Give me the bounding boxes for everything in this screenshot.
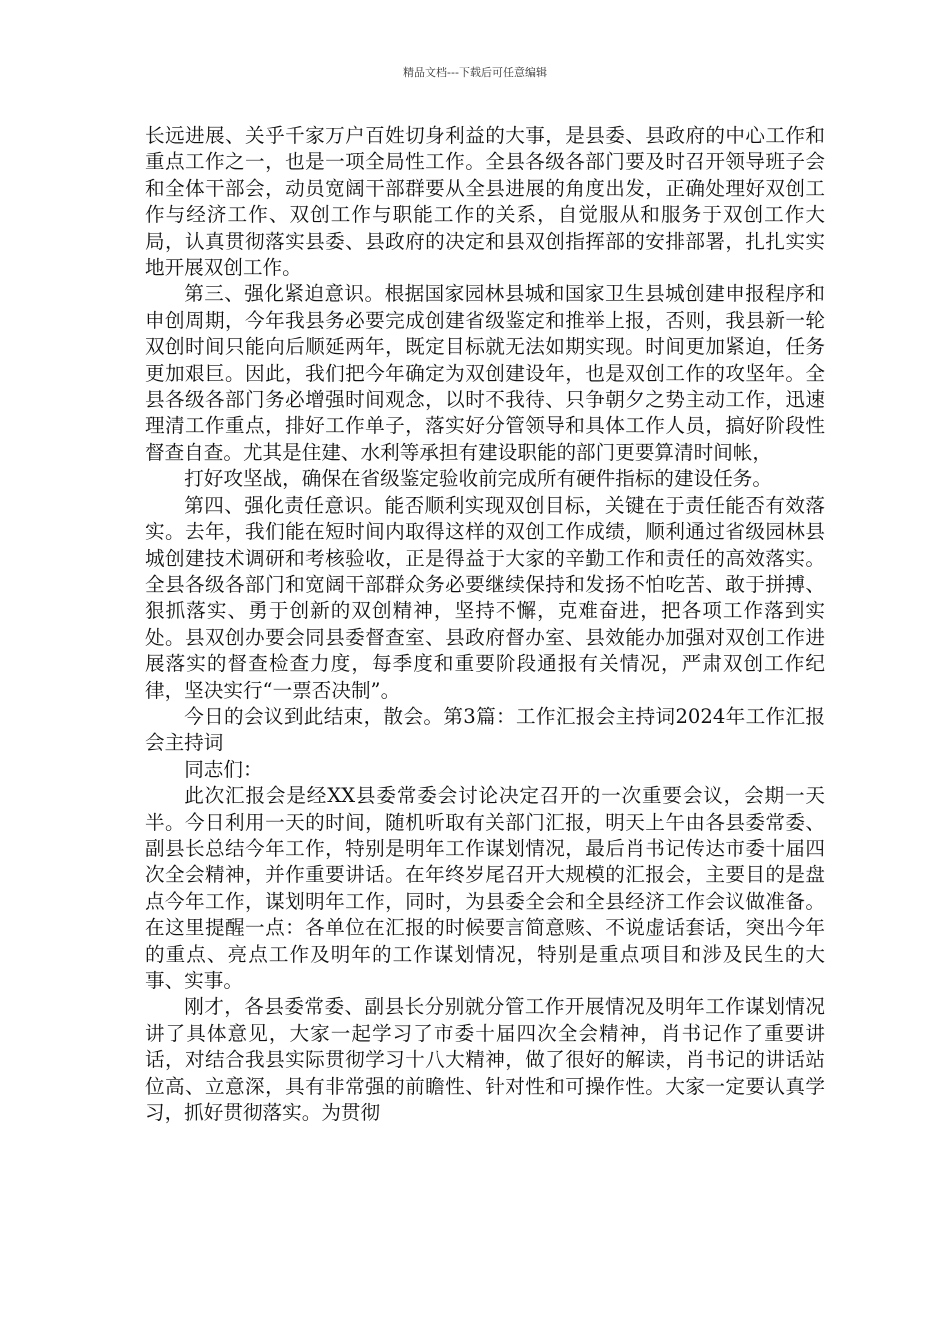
document-body — [145, 123, 825, 1126]
paragraph-just-now: 刚才，各县委常委、副县长分别就分管工作开展情况及明年工作谋划情况讲了具体意见，大家一起学习了市委十届四次全会精神，肖书记作了重要讲话，对结合我县实际贯彻学习十八大精神，做了很好的解读，肖书记的讲话站位高、立意深，具有非常强的前瞻性、针对性和可操作性。大家一定要认真学习，抓好贯彻落实。为贯彻 — [145, 995, 825, 1125]
paragraph-report-meeting: 此次汇报会是经XX县委常委会讨论决定召开的一次重要会议，会期一天半。今日利用一天的时间，随机听取有关部门汇报，明天上午由各县委常委、副县长总结今年工作，特别是明年工作谋划情况，最后肖书记传达市委十届四次全会精神，并作重要讲话。在年终岁尾召开大规模的汇报会，主要目的是盘点今年工作，谋划明年工作，同时，为县委全会和全县经济工作会议做准备。在这里提醒一点：各单位在汇报的时候要言简意赅、不说虚话套话，突出今年的重点、亮点工作及明年的工作谋划情况，特别是重点项目和涉及民生的大事、实事。 — [145, 784, 825, 992]
paragraph-meeting-end: 今日的会议到此结束，散会。第3篇：工作汇报会主持词2024年工作汇报会主持词 — [145, 704, 825, 755]
paragraph-fourth-responsibility: 第四、强化责任意识。能否顺利实现双创目标，关键在于责任能否有效落实。去年，我们能在短时间内取得这样的双创工作成绩，顺利通过省级园林县城创建技术调研和考核验收，正是得益于大家的辛勤工作和责任的高效落实。全县各级各部门和宽阔干部群众务必要继续保持和发扬不怕吃苦、敢于拼搏、狠抓落实、勇于创新的双创精神，坚持不懈，克难奋进，把各项工作落到实处。县双创办要会同县委督查室、县政府督办室、县效能办加强对双创工作进展落实的督查检查力度，每季度和重要阶段通报有关情况，严肃双创工作纪律，坚决实行“一票否决制”。 — [145, 493, 825, 702]
paragraph-continuation: 长远进展、关乎千家万户百姓切身利益的大事，是县委、县政府的中心工作和重点工作之一，也是一项全局性工作。全县各级各部门要及时召开领导班子会和全体干部会，动员宽阔干部群要从全县进展的角度出发，正确处理好双创工作与经济工作、双创工作与职能工作的关系，自觉服从和服务于双创工作大局，认真贯彻落实县委、县政府的决定和县双创指挥部的安排部署，扎扎实实地开展双创工作。 — [145, 124, 825, 280]
paragraph-tough-battle: 打好攻坚战，确保在省级鉴定验收前完成所有硬件指标的建设任务。 — [184, 467, 772, 491]
paragraph-third-urgency: 第三、强化紧迫意识。根据国家园林县城和国家卫生县城创建申报程序和申创周期，今年我县务必要完成创建省级鉴定和推举上报，否则，我县新一轮双创时间只能向后顺延两年，既定目标就无法如期实现。时间更加紧迫，任务更加艰巨。因此，我们把今年确定为双创建设年，也是双创工作的攻坚年。全县各级各部门务必增强时间观念，以时不我待、只争朝夕之势主动工作，迅速理清工作重点，排好工作单子，落实好分管领导和具体工作人员，搞好阶段性督查自查。尤其是住建、水利等承担有建设职能的部门更要算清时间帐， — [145, 282, 825, 464]
paragraph-salutation: 同志们： — [184, 757, 263, 781]
page-header: 精品文档---下载后可任意编辑 — [403, 66, 547, 79]
